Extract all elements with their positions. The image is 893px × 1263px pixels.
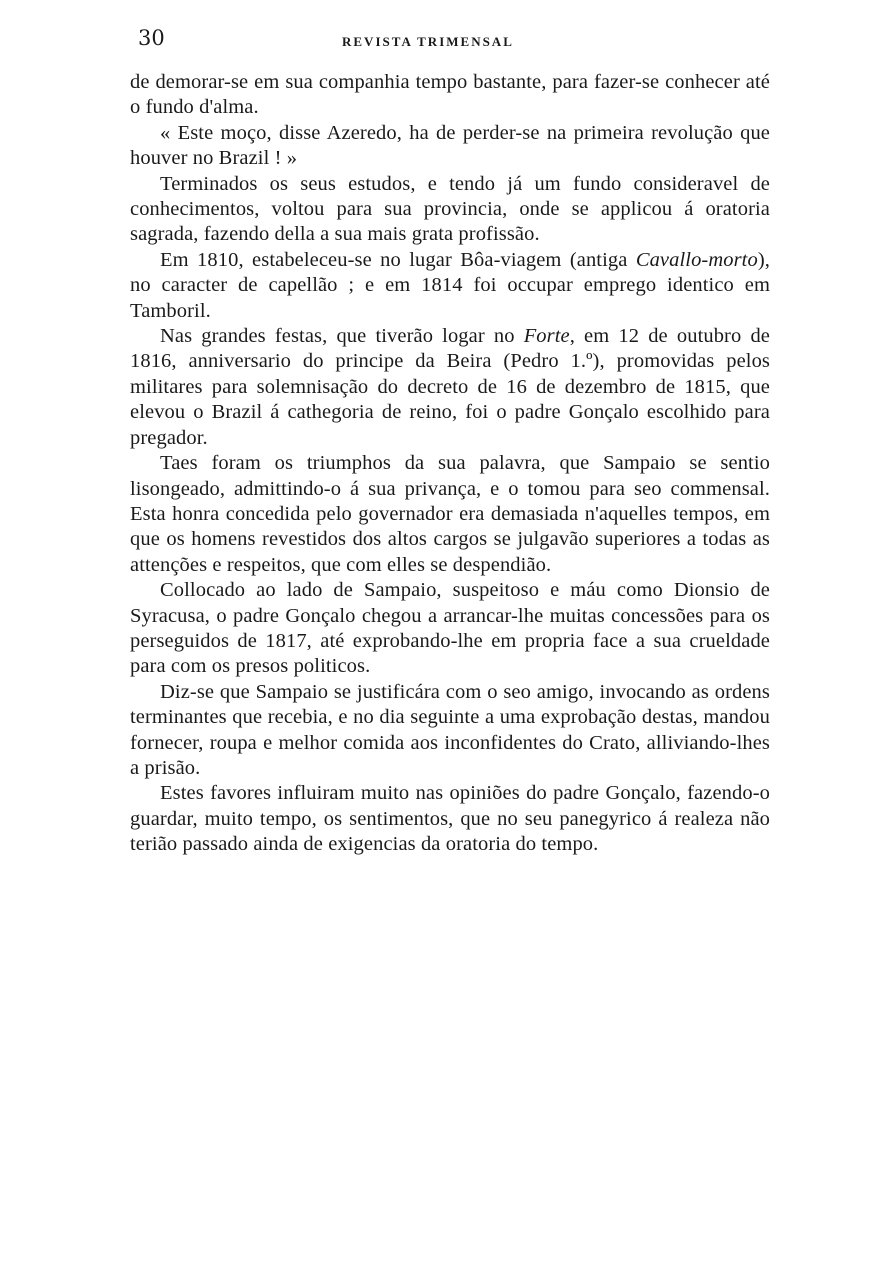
page-number: 30: [138, 26, 165, 50]
paragraph-text: Terminados os seus estudos, e tendo já um fundo consideravel de conhecimentos, voltou para sua provincia, onde se applicou á oratoria sagrada, fazendo della a sua mais grata profissão.: [130, 172, 770, 246]
paragraph: [130, 172, 770, 248]
body-text: [130, 70, 770, 858]
paragraph-text: de demorar-se em sua companhia tempo bastante, para fazer-se conhecer até o fundo d'alma.: [130, 71, 770, 119]
running-title: REVISTA TRIMENSAL: [342, 34, 514, 49]
italic-text: Cavallo-morto: [635, 248, 758, 271]
book-page: [130, 22, 770, 858]
paragraph-text: Collocado ao lado de Sampaio, suspeitoso e máu como Dionsio de Syracusa, o padre Gonçalo chegou a arrancar-lhe muitas concessões para os perseguidos de 1817, até exprobando-lhe em propria face a sua crueldade para com os presos politicos.: [130, 579, 770, 678]
paragraph: [130, 248, 770, 324]
paragraph: [130, 70, 770, 121]
paragraph-text: , em 12 de outubro de 1816, anniversario do principe da Beira (Pedro 1.º), promovidas pelos militares para solemnisação do decreto de 16 de dezembro de 1815, que elevou o Brazil á cathegoria de reino, foi o padre Gonçalo escolhido para pregador.: [130, 325, 770, 449]
paragraph-text: Estes favores influiram muito nas opiniões do padre Gonçalo, fazendo-o guardar, muito tempo, os sentimentos, que no seu panegyrico á realeza não terião passado ainda de exigencias da oratoria do tempo.: [130, 782, 770, 856]
italic-text: Forte: [523, 325, 570, 348]
running-head: [130, 22, 770, 56]
paragraph: [130, 781, 770, 857]
paragraph-text: ), no caracter de capellão ; e em 1814 foi occupar emprego identico em Tamboril.: [130, 248, 770, 322]
paragraph-text: Em 1810, estabeleceu-se no lugar Bôa-viagem (antiga: [160, 248, 636, 271]
paragraph: [130, 324, 770, 451]
paragraph-text: « Este moço, disse Azeredo, ha de perder-se na primeira revolução que houver no Brazil ! »: [130, 121, 770, 170]
paragraph: [130, 578, 770, 680]
paragraph: [130, 451, 770, 578]
paragraph-text: Taes foram os triumphos da sua palavra, que Sampaio se sentio lisongeado, admittindo-o á sua privança, e o tomou para seo commensal. Esta honra concedida pelo governador era demasiada n'aquelles tempos, em que os homens revestidos dos altos cargos se julgavão superiores a todas as attenções e respeitos, que com elles se despendião.: [130, 452, 770, 576]
paragraph-text: Diz-se que Sampaio se justificára com o seo amigo, invocando as ordens terminantes que recebia, e no dia seguinte a uma exprobação destas, mandou fornecer, roupa e melhor comida aos inconfidentes do Crato, alliviando-lhes a prisão.: [130, 680, 770, 779]
paragraph-text: Nas grandes festas, que tiverão logar no: [160, 325, 524, 348]
paragraph: [130, 680, 770, 782]
paragraph: [130, 121, 770, 172]
